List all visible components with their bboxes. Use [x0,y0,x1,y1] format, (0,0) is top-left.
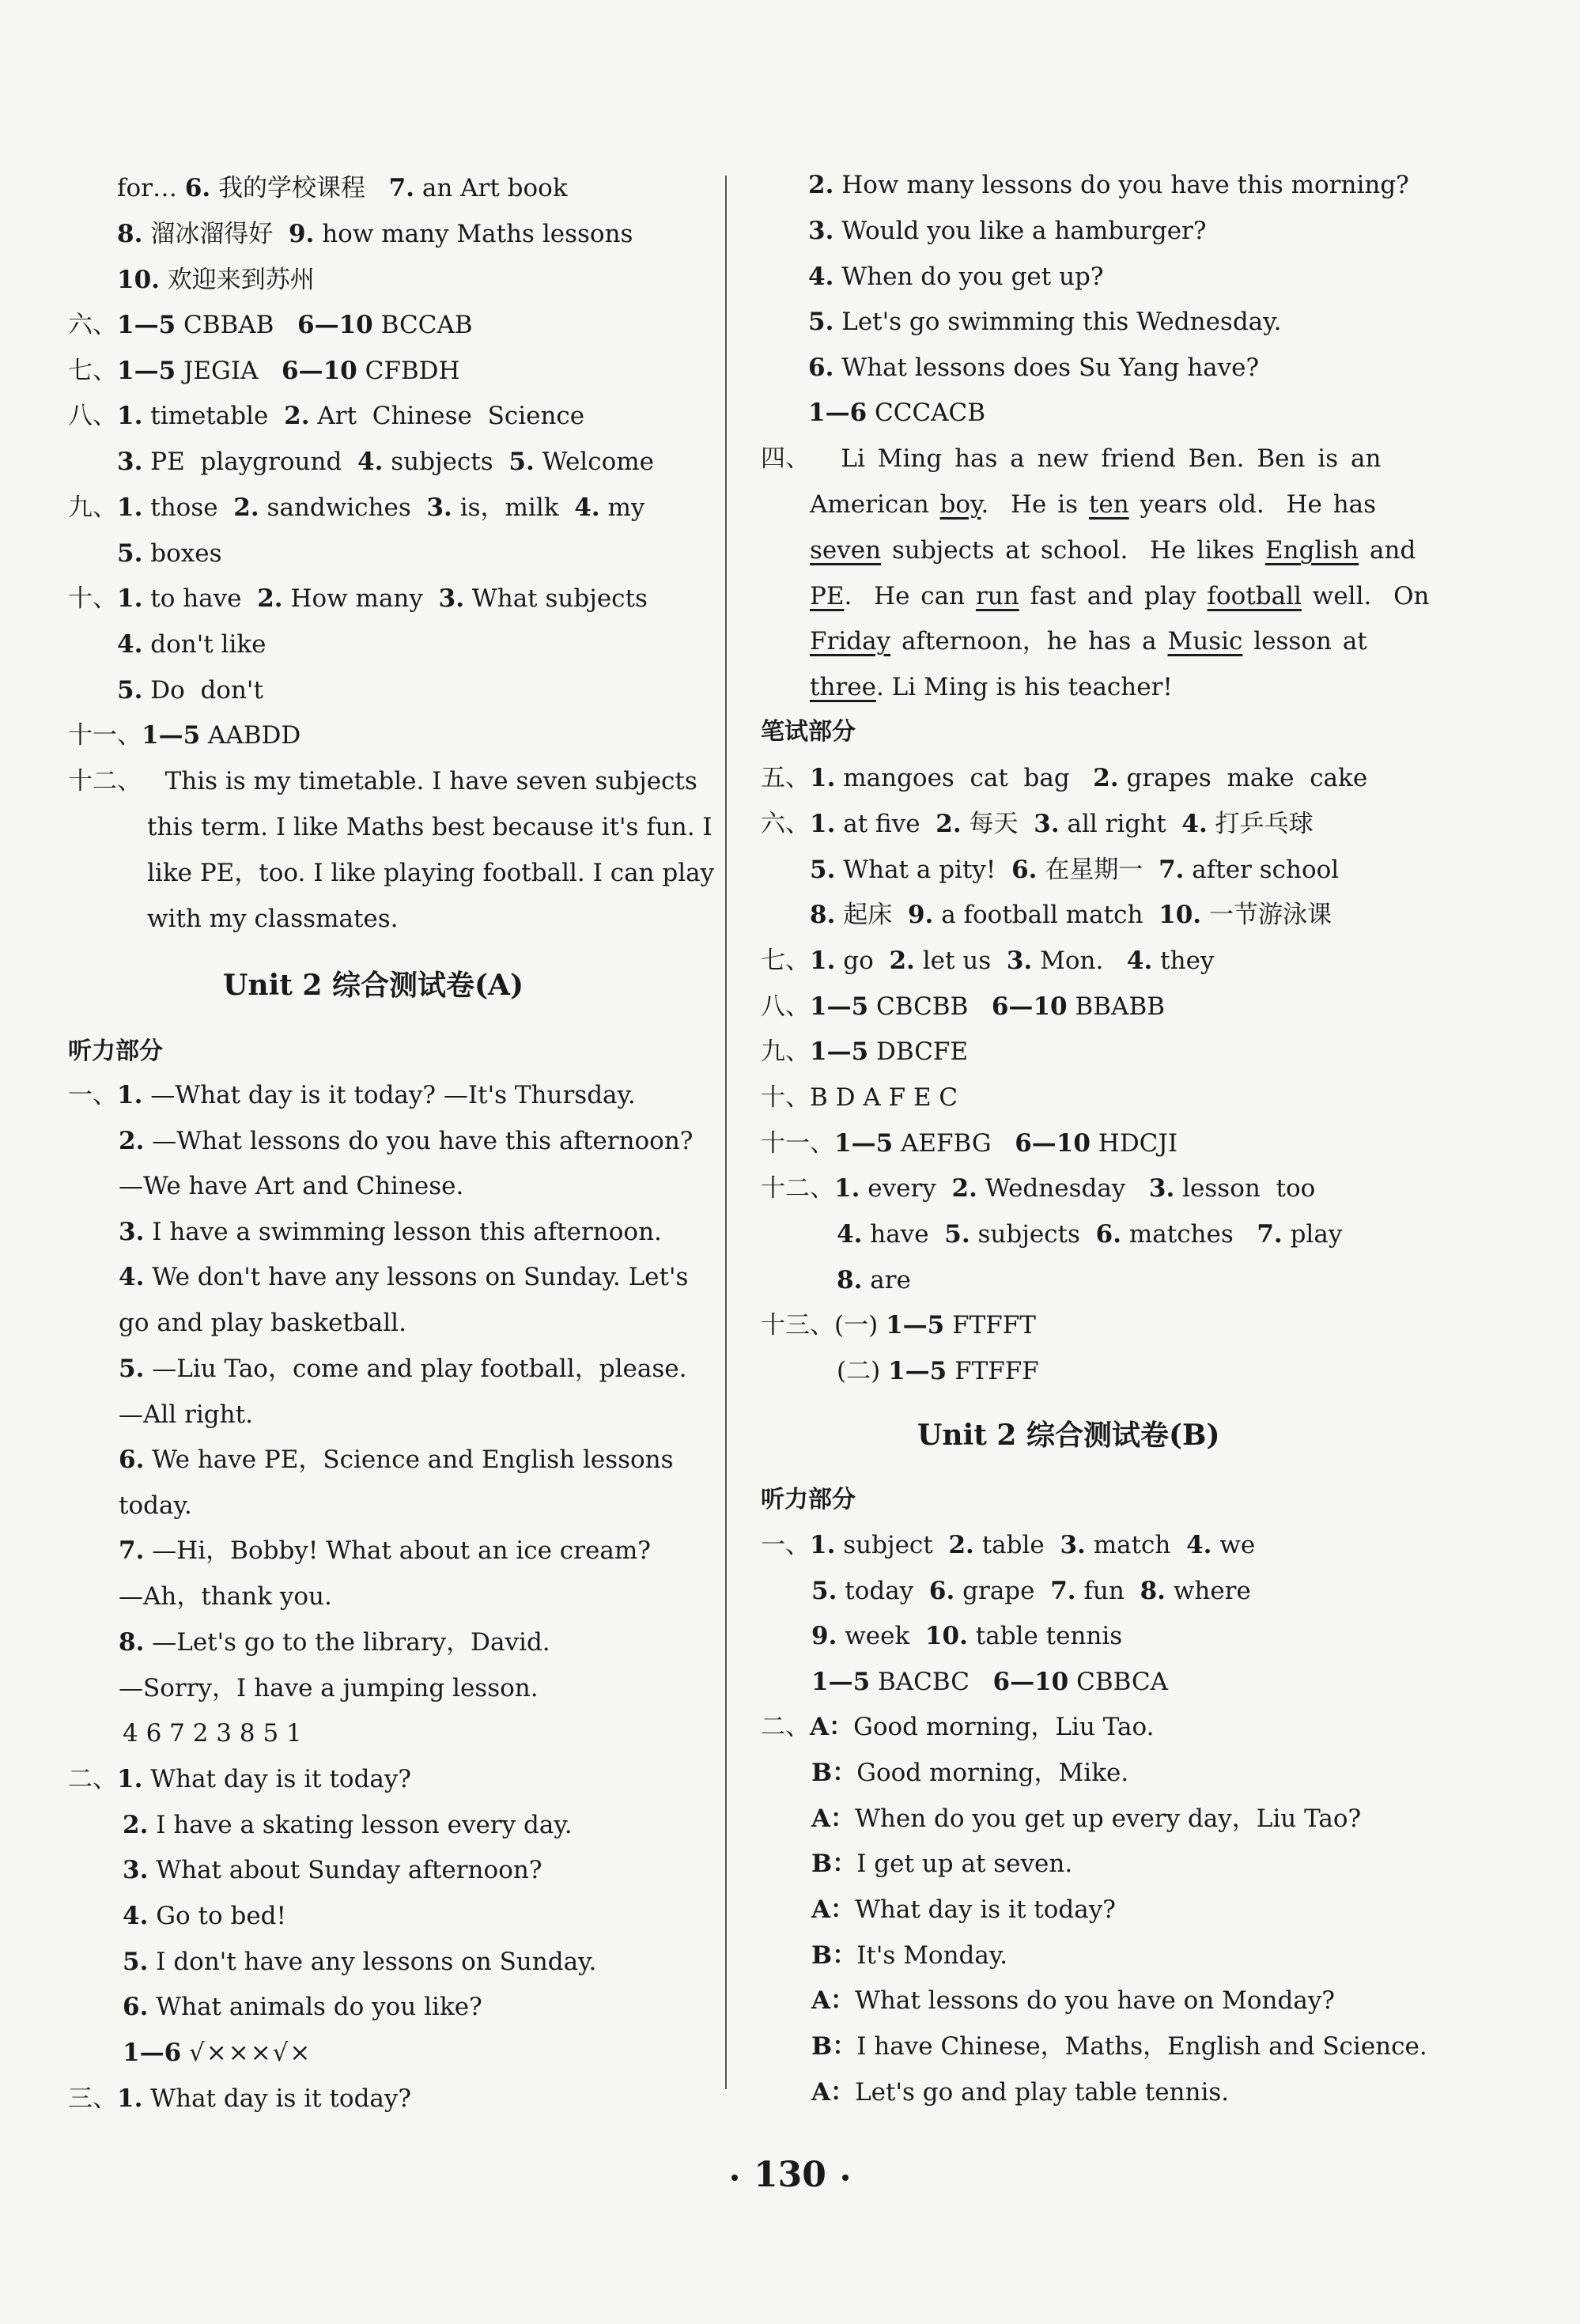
answer-line: 6. We have PE，Science and English lessons [119,1445,674,1474]
answer-line: 5. —Liu Tao，come and play football，please. [119,1355,687,1383]
passage-line: PE. He can run fast and play football well. On [810,582,1430,610]
answer-line: 3. PE playground 4. subjects 5. Welcome [117,448,654,476]
answer-line: —All right. [119,1400,253,1429]
answer-line: 9. week 10. table tennis [811,1622,1123,1650]
dialogue-line: A：What lessons do you have on Monday? [811,1986,1335,2015]
dialogue-line: B：It's Monday. [811,1941,1008,1970]
answer-line: 八、1—5 CBCBB 6—10 BBABB [761,992,1166,1021]
answer-line: 5. Let's go swimming this Wednesday. [808,308,1282,336]
passage-line: seven subjects at school. He likes English and [810,536,1416,565]
answer-line: 一、1. subject 2. table 3. match 4. we [761,1531,1256,1559]
answer-line: 4. When do you get up? [808,263,1104,291]
answer-line: 五、1. mangoes cat bag 2. grapes make cake [761,764,1368,792]
answer-line: 5. What a pity! 6. 在星期一 7. after school [810,856,1340,884]
passage-line: American boy. He is ten years old. He has [810,490,1377,519]
answer-line: 2. How many lessons do you have this morning? [808,171,1409,199]
dialogue-line: 二、A：Good morning，Liu Tao. [761,1713,1155,1741]
answer-line: 5. I don't have any lessons on Sunday. [123,1948,597,1976]
answer-line: 1—6 CCCACB [808,399,986,427]
answer-line: 十一、1—5 AABDD [68,721,301,750]
paragraph-line: like PE，too. I like playing football. I can play [147,859,715,887]
answer-line: 1—5 BACBC 6—10 CBBCA [811,1668,1169,1696]
answer-line: 8. 溜冰溜得好 9. how many Maths lessons [117,220,633,248]
answer-line: —We have Art and Chinese. [119,1172,464,1200]
answer-line: 2. I have a skating lesson every day. [123,1811,573,1839]
bullet-dot-icon [731,2175,738,2181]
answer-line: (二) 1—5 FTFFF [837,1357,1039,1385]
dialogue-line: B：Good morning，Mike. [811,1759,1129,1787]
answer-line: 6. What lessons does Su Yang have? [808,353,1260,382]
answer-line: 十三、(一) 1—5 FTFFT [761,1311,1036,1340]
dialogue-line: B：I have Chinese，Maths，English and Science. [811,2032,1427,2061]
dialogue-line: A：When do you get up every day，Liu Tao? [811,1804,1362,1833]
answer-line: 九、1. those 2. sandwiches 3. is，milk 4. my [68,493,645,522]
answer-line: 8. 起床 9. a football match 10. 一节游泳课 [810,901,1332,929]
answer-line: 六、1—5 CBBAB 6—10 BCCAB [68,311,473,339]
answer-line: 5. today 6. grape 7. fun 8. where [811,1577,1251,1605]
answer-line: 7. —Hi，Bobby! What about an ice cream? [119,1536,651,1565]
answer-line: 八、1. timetable 2. Art Chinese Science [68,402,585,430]
answer-line: 十二、1. every 2. Wednesday 3. lesson too [761,1174,1316,1203]
answer-line: 3. I have a swimming lesson this afternoon. [119,1218,662,1246]
answer-line: —Ah，thank you. [119,1582,332,1611]
passage-line: 四、 Li Ming has a new friend Ben. Ben is an [761,444,1382,473]
answer-line: 4. don't like [117,630,266,659]
answer-line: 二、1. What day is it today? [68,1765,412,1793]
passage-line: Friday afternoon，he has a Music lesson at [810,627,1367,656]
answer-line: 七、1. go 2. let us 3. Mon. 4. they [761,947,1215,975]
dialogue-line: B：I get up at seven. [811,1850,1073,1878]
answer-line: go and play basketball. [119,1309,406,1337]
answer-line: 10. 欢迎来到苏州 [117,266,315,294]
passage-line: three. Li Ming is his teacher! [810,673,1173,701]
answer-line: 8. —Let's go to the library，David. [119,1628,550,1657]
answer-line: 2. —What lessons do you have this afternoon? [119,1127,694,1155]
answer-line: 4. Go to bed! [123,1902,286,1930]
answer-line: 4. have 5. subjects 6. matches 7. play [837,1220,1343,1249]
column-divider [725,176,727,2089]
page-number: 130 [0,2155,1580,2195]
answer-line: 一、1. —What day is it today? —It's Thursday. [68,1081,636,1109]
answer-line: 3. Would you like a hamburger? [808,217,1207,245]
answer-line: 1—6 √×××√× [123,2039,312,2067]
answer-line: 十、B D A F E C [761,1083,958,1112]
bullet-dot-icon [842,2175,849,2181]
answer-line: 5. Do don't [117,676,263,705]
answer-line: for… 6. 我的学校课程 7. an Art book [117,174,568,202]
answer-line: 九、1—5 DBCFE [761,1037,969,1066]
section-heading-written: 笔试部分 [761,718,856,746]
answer-line: 六、1. at five 2. 每天 3. all right 4. 打乒乓球 [761,810,1314,838]
answer-line: 十、1. to have 2. How many 3. What subjects [68,584,648,613]
section-title-unit2a: Unit 2 综合测试卷(A) [223,969,524,1002]
answer-line: 6. What animals do you like? [123,1993,482,2021]
answer-line: 8. are [837,1266,911,1294]
answer-line: today. [119,1491,192,1520]
paragraph-line: this term. I like Maths best because it's fun. I [147,813,713,841]
answer-line: 十一、1—5 AEFBG 6—10 HDCJI [761,1129,1178,1158]
answer-line: 三、1. What day is it today? [68,2084,412,2113]
section-heading-listening: 听力部分 [68,1037,163,1065]
answer-line: 3. What about Sunday afternoon? [123,1856,542,1884]
answer-line: 4. We don't have any lessons on Sunday. Let's [119,1263,689,1291]
answer-line: —Sorry，I have a jumping lesson. [119,1674,539,1702]
dialogue-line: A：What day is it today? [811,1895,1116,1924]
answer-line: 4 6 7 2 3 8 5 1 [123,1719,302,1748]
section-heading-listening: 听力部分 [761,1486,856,1513]
answer-line: 5. boxes [117,539,222,568]
answer-line: 十二、 This is my timetable. I have seven subjects [68,767,697,795]
dialogue-line: A：Let's go and play table tennis. [811,2078,1230,2107]
answer-line: 七、1—5 JEGIA 6—10 CFBDH [68,357,460,385]
paragraph-line: with my classmates. [147,905,399,933]
section-title-unit2b: Unit 2 综合测试卷(B) [917,1419,1220,1452]
